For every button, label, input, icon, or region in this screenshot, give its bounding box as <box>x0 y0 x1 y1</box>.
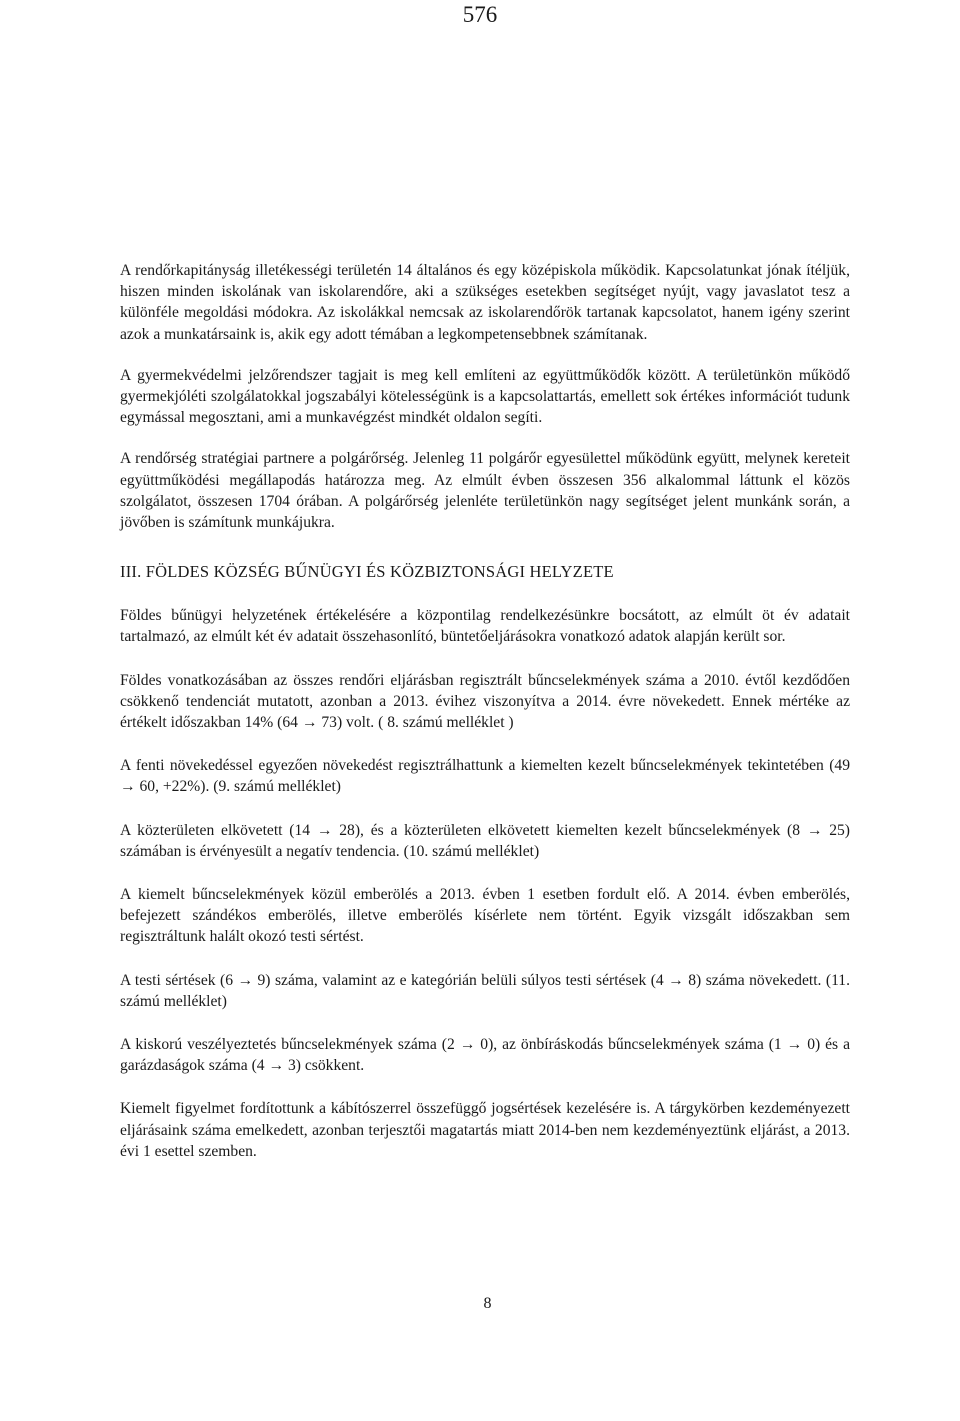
document-body <box>120 260 850 1162</box>
section-heading: III. FÖLDES KÖZSÉG BŰNÜGYI ÉS KÖZBIZTONSÁGI HELYZETE <box>120 562 614 582</box>
page-footer-number: 8 <box>483 1295 492 1312</box>
paragraph-child-protection: A gyermekvédelmi jelzőrendszer tagjait is meg kell említeni az együttműködők között. A területünkön működő gyermekjóléti szolgálatokkal jogszabályi kötelességünk is a kapcsolattartás, emellett sok értékes információt tudunk egymással megosztani, ami a munkavégzést mindkét oldalon segíti. <box>120 366 850 427</box>
paragraph-assault: A testi sértések (6 → 9) száma, valamint az e kategórián belüli súlyos testi sértések (4 → 8) száma növekedett. (11. számú melléklet) <box>120 971 850 1010</box>
paragraph-registered-crimes: Földes vonatkozásában az összes rendőri eljárásban regisztrált bűncselekmények száma a 2010. évtől kezdődően csökkenő tendenciát mutatott, azonban a 2013. évihez viszonyítva a 2014. évre növekedett. Ennek mértéke az értékelt időszakban 14% (64 → 73) volt. ( 8. számú melléklet ) <box>120 671 850 732</box>
paragraph-crime-evaluation: Földes bűnügyi helyzetének értékelésére a központilag rendelkezésünkre bocsátott, az elmúlt öt év adatait tartalmazó, az elmúlt két év adatait összehasonlító, büntetőeljárásokra vonatkozó adatok alapján került sor. <box>120 607 850 646</box>
paragraph-minor-endangerment: A kiskorú veszélyeztetés bűncselekmények száma (2 → 0), az önbíráskodás bűncselekmények száma (1 → 0) és a garázdaságok száma (4 → 3) csökkent. <box>120 1036 850 1075</box>
paragraph-priority-crimes: A fenti növekedéssel egyezően növekedést regisztrálhattunk a kiemelten kezelt bűncselekmények tekintetében (49 → 60, +22%). (9. számú melléklet) <box>120 757 850 796</box>
paragraph-school-police: A rendőrkapitányság illetékességi területén 14 általános és egy középiskola működik. Kapcsolatunkat jónak ítéljük, hiszen minden iskolának van iskolarendőre, aki a szükséges esetekben segítséget nyújt, vagy javaslatot tesz a különféle megoldási módokra. Az iskolákkal nemcsak az iskolarendőrök tartanak kapcsolatot, hanem igény szerint azok a munkatársaink is, akik egy adott témában a legkompetensebbnek számítanak. <box>120 262 850 343</box>
paragraph-homicide: A kiemelt bűncselekmények közül emberölés a 2013. évben 1 esetben fordult elő. A 2014. évben emberölés, befejezett szándékos emberölés, illetve emberölés kísérlete nem történt. Egyik vizsgált időszakban sem regisztráltunk halált okozó testi sértést. <box>120 886 850 946</box>
paragraph-civil-guard: A rendőrség stratégiai partnere a polgárőrség. Jelenleg 11 polgárőr egyesülettel működünk együtt, melynek kereteit együttműködési megállapodás határozza meg. Az elmúlt évben összesen 356 alkalommal láttunk el közös szolgálatot, összesen 1704 órában. A polgárőrség jelenléte területünkön nagy segítséget jelent munkánk során, a jövőben is számítunk munkájukra. <box>120 450 850 532</box>
page-header-number: 576 <box>462 2 498 27</box>
paragraph-drug-offences: Kiemelt figyelmet fordítottunk a kábítószerrel összefüggő jogsértések kezelésére is. A tárgykörben kezdeményezett eljárásaink száma emelkedett, azonban terjesztői magatartás miatt 2014-ben nem kezdeményeztünk eljárást, a 2013. évi 1 esettel szemben. <box>120 1100 850 1160</box>
paragraph-public-space-crimes: A közterületen elkövetett (14 → 28), és a közterületen elkövetett kiemelten kezelt bűncselekmények (8 → 25) számában is érvényesült a negatív tendencia. (10. számú melléklet) <box>120 821 850 860</box>
